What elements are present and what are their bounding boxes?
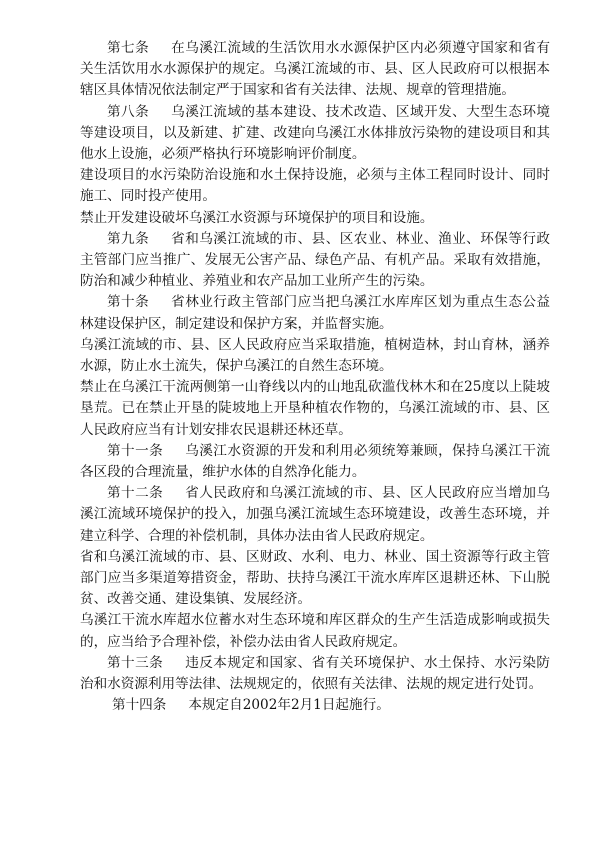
paragraph-article-11 xyxy=(80,441,550,483)
paragraph: 建设项目的水污染防治设施和水土保持设施，必须与主体工程同时设计、同时施工、同时投产使用。 xyxy=(80,167,550,205)
article-text: 省人民政府和乌溪江流域的市、县、区人民政府应当增加乌溪江流域环境保护的投入，加强乌溪江流域生态环境建设，改善生态环境，并建立科学、合理的补偿机制，具体办法由省人民政府规定。 xyxy=(80,485,551,544)
paragraph-article-14 xyxy=(80,695,550,716)
paragraph: 乌溪江流域的市、县、区人民政府应当采取措施，植树造林，封山育林，涵养水源，防止水土流失，保护乌溪江的自然生态环境。 xyxy=(80,336,550,375)
article-text: 乌溪江水资源的开发和利用必须统筹兼顾，保持乌溪江干流各区段的合理流量，维护水体的自然净化能力。 xyxy=(80,442,551,481)
paragraph-article-8 xyxy=(80,102,550,166)
article-text: 省和乌溪江流域的市、县、区农业、林业、渔业、环保等行政主管部门应当推广、发展无公害产品、绿色产品、有机产品。采取有效措施，防治和减少种植业、养殖业和农产品加工业所产生的污染。 xyxy=(80,230,551,290)
article-number: 第十条 xyxy=(107,294,150,311)
article-number: 第九条 xyxy=(107,230,150,247)
paragraph: 乌溪江干流水库超水位蓄水对生态环境和库区群众的生产生活造成影响或损失的，应当给予合理补偿，补偿办法由省人民政府规定。 xyxy=(80,612,550,650)
article-text: 违反本规定和国家、省有关环境保护、水土保持、水污染防治和水资源利用等法律、法规规定的，依照有关法律、法规的规定进行处罚。 xyxy=(80,654,551,693)
article-text: 省林业行政主管部门应当把乌溪江水库库区划为重点生态公益林建设保护区，制定建设和保护方案，并监督实施。 xyxy=(80,294,551,332)
document-body xyxy=(80,38,550,717)
article-text: 在乌溪江流域的生活饮用水水源保护区内必须遵守国家和省有关生活饮用水水源保护的规定。乌溪江流域的市、县、区人民政府可以根据本辖区具体情况依法制定严于国家和省有关法律、法规、规章的管理措施。 xyxy=(80,40,551,99)
paragraph-article-13 xyxy=(80,653,550,695)
paragraph-article-10 xyxy=(80,292,550,334)
paragraph-article-12 xyxy=(80,483,550,547)
article-number: 第十三条 xyxy=(107,654,164,671)
article-number: 第十一条 xyxy=(107,442,164,459)
article-number: 第八条 xyxy=(107,103,150,120)
paragraph: 禁止开发建设破坏乌溪江水资源与环境保护的项目和设施。 xyxy=(80,209,434,226)
paragraph: 禁止在乌溪江干流两侧第一山脊线以内的山地乱砍滥伐林木和在25度以上陡坡垦荒。已在禁止开垦的陡坡地上开垦种植农作物的，乌溪江流域的市、县、区人民政府应当有计划安排农民退耕还林还草。 xyxy=(80,379,550,438)
article-number: 第七条 xyxy=(107,40,150,56)
article-text: 本规定自2002年2月1日起施行。 xyxy=(188,697,390,714)
article-number: 第十四条 xyxy=(112,697,167,714)
paragraph-article-9 xyxy=(80,229,550,293)
paragraph: 省和乌溪江流域的市、县、区财政、水利、电力、林业、国土资源等行政主管部门应当多渠道筹措资金，帮助、扶持乌溪江干流水库库区退耕还林、下山脱贫、改善交通、建设集镇、发展经济。 xyxy=(80,548,550,608)
paragraph-article-7 xyxy=(80,38,550,102)
article-text: 乌溪江流域的基本建设、技术改造、区域开发、大型生态环境等建设项目，以及新建、扩建、改建向乌溪江水体排放污染物的建设项目和其他水上设施，必须严格执行环境影响评价制度。 xyxy=(80,103,551,163)
article-number: 第十二条 xyxy=(107,485,164,502)
